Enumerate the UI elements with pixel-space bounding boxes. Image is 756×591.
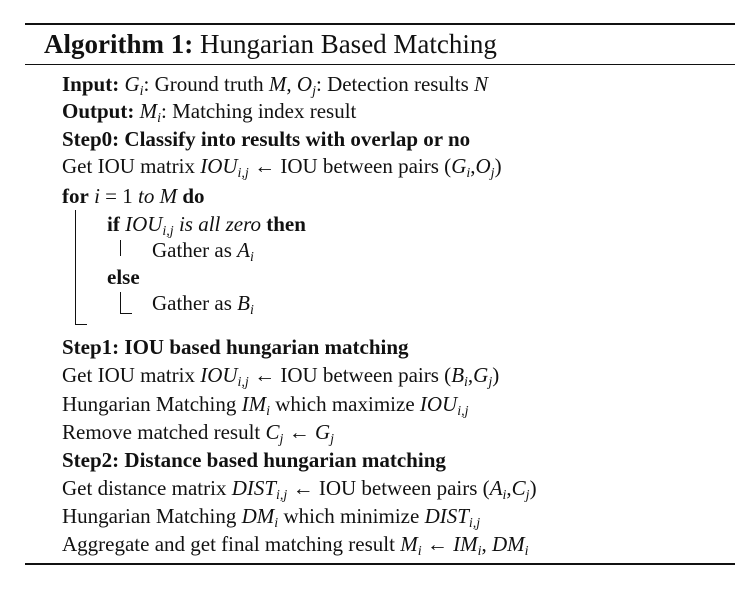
algorithm-title: Hungarian Based Matching [199, 29, 497, 59]
input-line: Input: $G_i$: Ground truth M, $O_j$: Detection results N [62, 72, 489, 99]
if-line: if $IOU_{i,j}$ is all zero then [107, 212, 306, 239]
else-block-end [120, 313, 132, 314]
dist-matrix-line: Get distance matrix $DIST_{i,j}$ ← IOU between pairs $(A_i,C_j)$ [62, 476, 537, 503]
for-line: for i = 1 to M do [62, 184, 205, 208]
output-line: Output: $M_i$: Matching index result [62, 99, 357, 126]
iou-matrix-line: Get IOU matrix $IOU_{i,j}$ ← IOU between pairs $(G_i,O_j)$ [62, 154, 502, 181]
algorithm-caption [44, 28, 497, 60]
step2-line: Step2: Distance based hungarian matching [62, 448, 446, 472]
bottom-rule [25, 563, 735, 565]
if-block-bar [120, 240, 121, 256]
aggregate-line: Aggregate and get final matching result $M_i$ ← $IM_i$, $DM_i$ [62, 532, 529, 559]
for-block-bar [75, 210, 76, 324]
else-line: else [107, 265, 140, 289]
hungarian-min-line: Hungarian Matching $DM_i$ which minimize $DIST_{i,j}$ [62, 504, 481, 531]
else-block-bar [120, 292, 121, 313]
algorithm-label: Algorithm 1: [44, 29, 194, 59]
remove-line: Remove matched result $C_j$ ← $G_j$ [62, 420, 334, 447]
iou-matrix2-line: Get IOU matrix $IOU_{i,j}$ ← IOU between pairs $(B_i,G_j)$ [62, 363, 500, 390]
step1-line: Step1: IOU based hungarian matching [62, 335, 409, 359]
gather-a-line: Gather as $A_i$ [152, 238, 254, 265]
step0-line: Step0: Classify into results with overlap or no [62, 127, 471, 151]
hungarian-max-line: Hungarian Matching $IM_i$ which maximize $IOU_{i,j}$ [62, 392, 469, 419]
caption-rule [25, 64, 735, 65]
gather-b-line: Gather as $B_i$ [152, 291, 254, 318]
top-rule [25, 23, 735, 25]
for-block-end [75, 324, 87, 325]
